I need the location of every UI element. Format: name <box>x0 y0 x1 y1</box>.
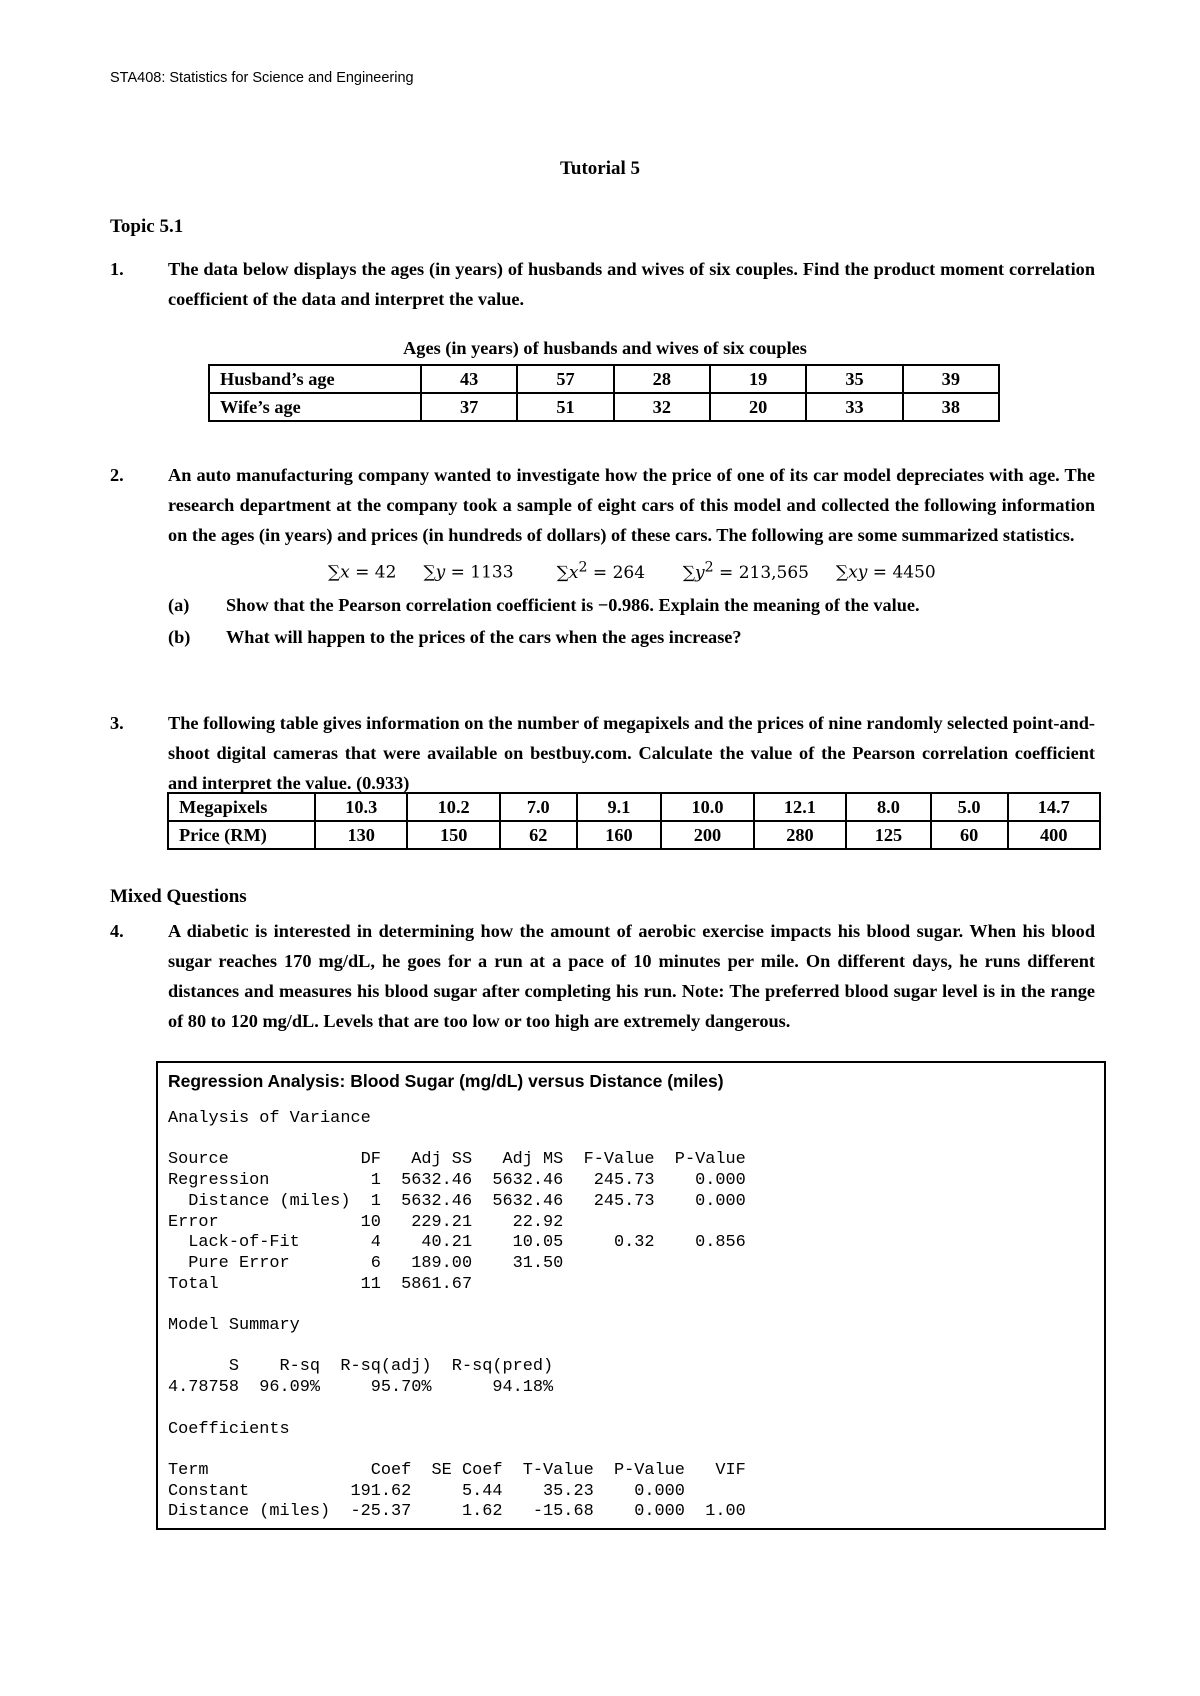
table-cell: 150 <box>407 821 499 849</box>
question-number: 4. <box>110 921 124 941</box>
table-cell: 130 <box>315 821 407 849</box>
table-cell: 51 <box>517 393 613 421</box>
question-text <box>168 708 1095 798</box>
table-cell: 160 <box>577 821 662 849</box>
output-title: Regression Analysis: Blood Sugar (mg/dL) versus Distance (miles) <box>168 1071 724 1091</box>
sum-y: ∑y = 1133 <box>423 562 514 583</box>
part-label: (b) <box>168 626 191 647</box>
topic-heading: Topic 5.1 <box>110 216 184 237</box>
question-2 <box>110 460 1095 652</box>
part-text: What will happen to the prices of the cars when the ages increase? <box>226 626 742 647</box>
table-cell: 33 <box>806 393 902 421</box>
table-cell: 7.0 <box>500 793 577 821</box>
table-cell: 60 <box>931 821 1008 849</box>
part-label: (a) <box>168 594 190 615</box>
question-body: The following table gives information on the number of megapixels and the prices of nine randomly selected point-and-shoot digital cameras that were available on bestbuy.com. Calculate the value of the Pearson correlation coefficient and interpret the value. <box>168 713 1095 793</box>
table-cell: 39 <box>903 365 999 393</box>
table-cell: 28 <box>614 365 710 393</box>
question-4 <box>110 916 1095 1036</box>
output-text: Analysis of Variance Source DF Adj SS Adj MS F-Value P-Value Regression 1 5632.46 5632.46 245.73 0.000 Distance (miles) 1 5632.46 5632.46 245.73 0.000 Error 10 229.21 22.92 Lack-of-Fit 4 40.21 10.05 0.32 0.856 Pure Error 6 189.00 31.50 Total 11 5861.67 Model Summary S R-sq R-sq(adj) R-sq(pred) 4.78758 96.09% 95.70% 94.18% Coefficients Term Coef SE Coef T-Value P-Value VIF Constant 191.62 5.44 35.23 0.000 Distance (miles) -25.37 1.62 -15.68 0.000 1.00 <box>168 1109 746 1522</box>
part-a <box>168 590 1095 620</box>
table-cell: 38 <box>903 393 999 421</box>
row-header-cell: Wife’s age <box>209 393 421 421</box>
row-header-cell: Husband’s age <box>209 365 421 393</box>
table-caption: Ages (in years) of husbands and wives of six couples <box>403 338 807 358</box>
table-cell: 10.3 <box>315 793 407 821</box>
ages-table <box>208 364 1000 422</box>
page-header: STA408: Statistics for Science and Engineering <box>110 70 414 86</box>
sum-x-squared: $\sum x^2 = 264$ <box>556 559 646 583</box>
table-cell: 280 <box>754 821 846 849</box>
answer-hint: (0.933) <box>356 773 410 793</box>
mixed-questions-heading: Mixed Questions <box>110 886 247 907</box>
table-row <box>168 821 1100 849</box>
table-cell: 125 <box>846 821 931 849</box>
question-number: 3. <box>110 713 124 733</box>
question-text: A diabetic is interested in determining how the amount of aerobic exercise impacts his blood sugar. When his blood sugar reaches 170 mg/dL, he goes for a run at a pace of 10 minutes per mile. On different days, he runs different distances and measures his blood sugar after completing his run. Note: The preferred blood sugar level is in the range of 80 to 120 mg/dL. Levels that are too low or too high are extremely dangerous. <box>168 921 1095 1031</box>
part-text: Show that the Pearson correlation coefficient is −0.986. Explain the meaning of the value. <box>226 594 920 615</box>
row-header-cell: Price (RM) <box>168 821 315 849</box>
table-cell: 14.7 <box>1008 793 1101 821</box>
page-title: Tutorial 5 <box>559 158 641 179</box>
sum-xy: ∑xy = 4450 <box>836 562 936 583</box>
question-3 <box>110 708 1095 798</box>
table-cell: 200 <box>661 821 753 849</box>
table-cell: 9.1 <box>577 793 662 821</box>
table-cell: 32 <box>614 393 710 421</box>
part-b <box>168 622 1095 652</box>
table-cell: 10.2 <box>407 793 499 821</box>
camera-table <box>167 792 1101 850</box>
sum-x: ∑x = 42 <box>328 562 397 583</box>
table-cell: 35 <box>806 365 902 393</box>
question-number: 2. <box>110 465 124 485</box>
table-row <box>209 393 999 421</box>
question-1 <box>110 254 1095 314</box>
table-cell: 19 <box>710 365 806 393</box>
table-row <box>209 365 999 393</box>
summary-statistics <box>328 552 1095 588</box>
row-header-cell: Megapixels <box>168 793 315 821</box>
table-cell: 37 <box>421 393 517 421</box>
table-cell: 57 <box>517 365 613 393</box>
table-cell: 8.0 <box>846 793 931 821</box>
question-text: An auto manufacturing company wanted to investigate how the price of one of its car model depreciates with age. The research department at the company took a sample of eight cars of this model and collected the following information on the ages (in years) and prices (in hundreds of dollars) of these cars. The following are some summarized statistics. <box>168 465 1095 545</box>
sum-y-squared: $\sum y^2 = 213,565$ <box>682 559 810 583</box>
table-cell: 20 <box>710 393 806 421</box>
question-number: 1. <box>110 259 124 279</box>
table-cell: 400 <box>1008 821 1101 849</box>
regression-output-box <box>156 1061 1106 1530</box>
question-text: The data below displays the ages (in years) of husbands and wives of six couples. Find the product moment correlation coefficient of the data and interpret the value. <box>168 259 1095 309</box>
table-cell: 12.1 <box>754 793 846 821</box>
table-cell: 10.0 <box>661 793 753 821</box>
table-cell: 62 <box>500 821 577 849</box>
table-cell: 43 <box>421 365 517 393</box>
table-cell: 5.0 <box>931 793 1008 821</box>
table-row <box>168 793 1100 821</box>
